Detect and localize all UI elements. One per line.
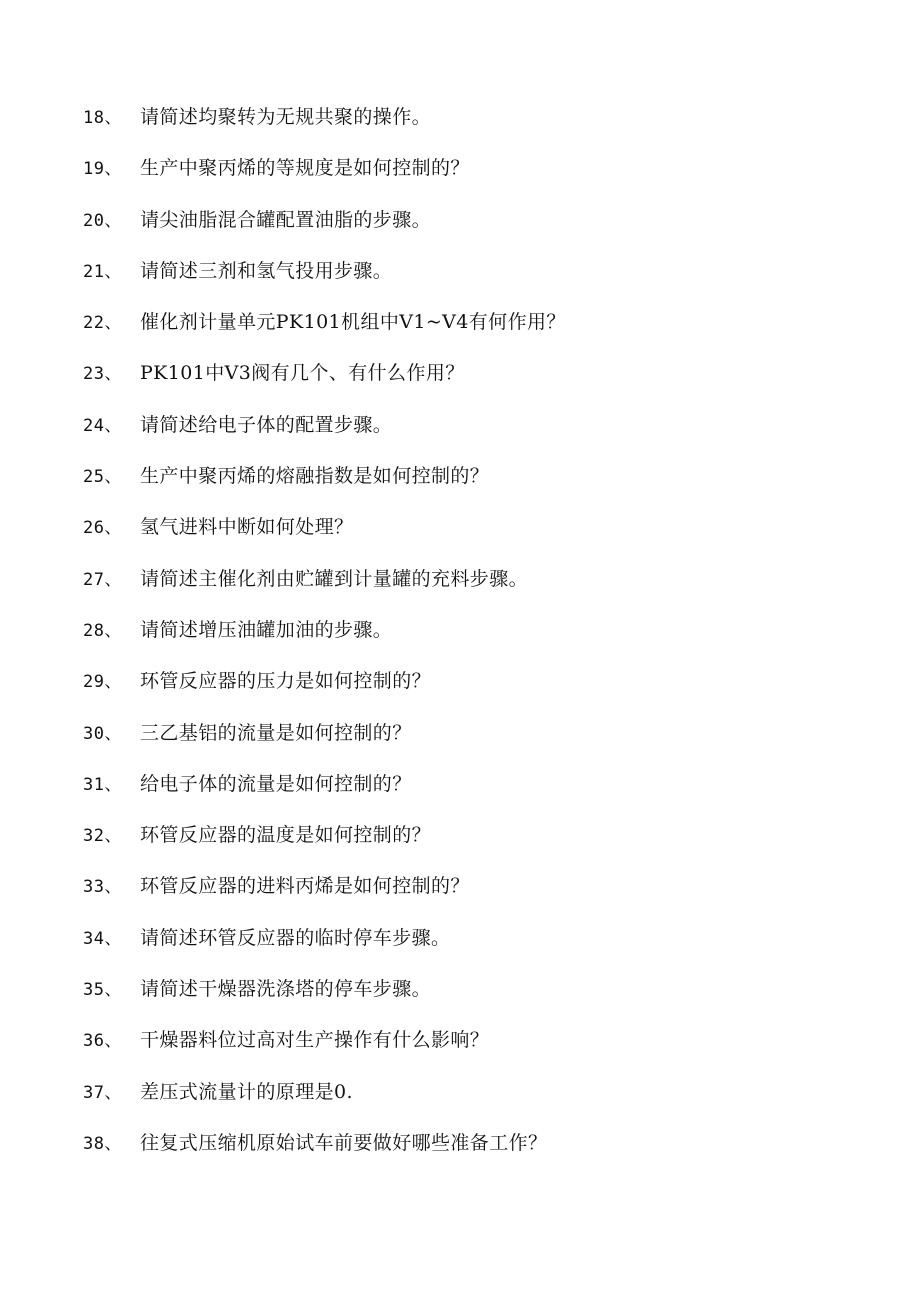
question-number: 37、 — [83, 1082, 122, 1103]
question-item — [83, 1025, 566, 1076]
question-number: 25、 — [83, 467, 122, 488]
question-number: 24、 — [83, 415, 122, 436]
question-number: 20、 — [83, 210, 122, 231]
question-text: 请简述均聚转为无规共聚的操作。 — [140, 106, 432, 128]
question-text: PK101中V3阀有几个、有什么作用？ — [140, 362, 465, 385]
question-text: 请简述给电子体的配置步骤。 — [140, 413, 393, 436]
question-number: 32、 — [83, 826, 122, 847]
question-item — [83, 769, 566, 820]
question-item — [83, 666, 566, 717]
question-number: 22、 — [83, 313, 122, 334]
question-item — [83, 358, 566, 409]
question-text: 三乙基铝的流量是如何控制的？ — [140, 721, 412, 744]
question-number: 30、 — [83, 723, 122, 744]
question-text: 往复式压缩机原始试车前要做好哪些准备工作？ — [140, 1131, 548, 1154]
question-item — [83, 974, 566, 1025]
question-item — [83, 153, 566, 204]
question-number: 21、 — [83, 261, 122, 282]
question-number: 28、 — [83, 620, 122, 641]
question-text: 氢气进料中断如何处理？ — [140, 516, 354, 539]
question-item — [83, 256, 566, 307]
question-number: 18、 — [83, 108, 122, 128]
question-list — [83, 102, 566, 1179]
question-item — [83, 1128, 566, 1179]
question-number: 31、 — [83, 774, 122, 795]
question-number: 34、 — [83, 928, 122, 949]
question-number: 26、 — [83, 518, 122, 539]
question-item — [83, 718, 566, 769]
question-item — [83, 102, 566, 153]
question-text: 催化剂计量单元PK101机组中V1~V4有何作用？ — [140, 311, 566, 334]
question-item — [83, 564, 566, 615]
question-item — [83, 410, 566, 461]
question-text: 给电子体的流量是如何控制的？ — [140, 772, 412, 795]
question-text: 请简述干燥器洗涤塔的停车步骤。 — [140, 978, 432, 1001]
question-item — [83, 461, 566, 512]
question-text: 请尖油脂混合罐配置油脂的步骤。 — [140, 208, 432, 231]
question-text: 请简述三剂和氢气投用步骤。 — [140, 259, 393, 282]
question-number: 23、 — [83, 364, 122, 385]
question-text: 请简述增压油罐加油的步骤。 — [140, 618, 393, 641]
question-item — [83, 205, 566, 256]
question-text: 环管反应器的温度是如何控制的？ — [140, 824, 432, 847]
question-item — [83, 923, 566, 974]
question-item — [83, 1077, 566, 1128]
question-item — [83, 871, 566, 922]
question-text: 差压式流量计的原理是0. — [140, 1080, 353, 1103]
question-text: 生产中聚丙烯的等规度是如何控制的？ — [140, 157, 470, 180]
question-number: 27、 — [83, 569, 122, 590]
question-text: 环管反应器的压力是如何控制的？ — [140, 670, 432, 693]
question-item — [83, 307, 566, 358]
question-number: 19、 — [83, 159, 122, 180]
question-number: 36、 — [83, 1031, 122, 1052]
question-text: 生产中聚丙烯的熔融指数是如何控制的？ — [140, 465, 490, 488]
question-number: 35、 — [83, 980, 122, 1001]
question-item — [83, 512, 566, 563]
question-item — [83, 820, 566, 871]
question-number: 38、 — [83, 1133, 122, 1154]
question-number: 33、 — [83, 877, 122, 898]
question-text: 环管反应器的进料丙烯是如何控制的？ — [140, 875, 470, 898]
question-number: 29、 — [83, 672, 122, 693]
question-text: 干燥器料位过高对生产操作有什么影响？ — [140, 1029, 490, 1052]
question-text: 请简述主催化剂由贮罐到计量罐的充料步骤。 — [140, 567, 529, 590]
question-text: 请简述环管反应器的临时停车步骤。 — [140, 926, 451, 949]
question-item — [83, 615, 566, 666]
